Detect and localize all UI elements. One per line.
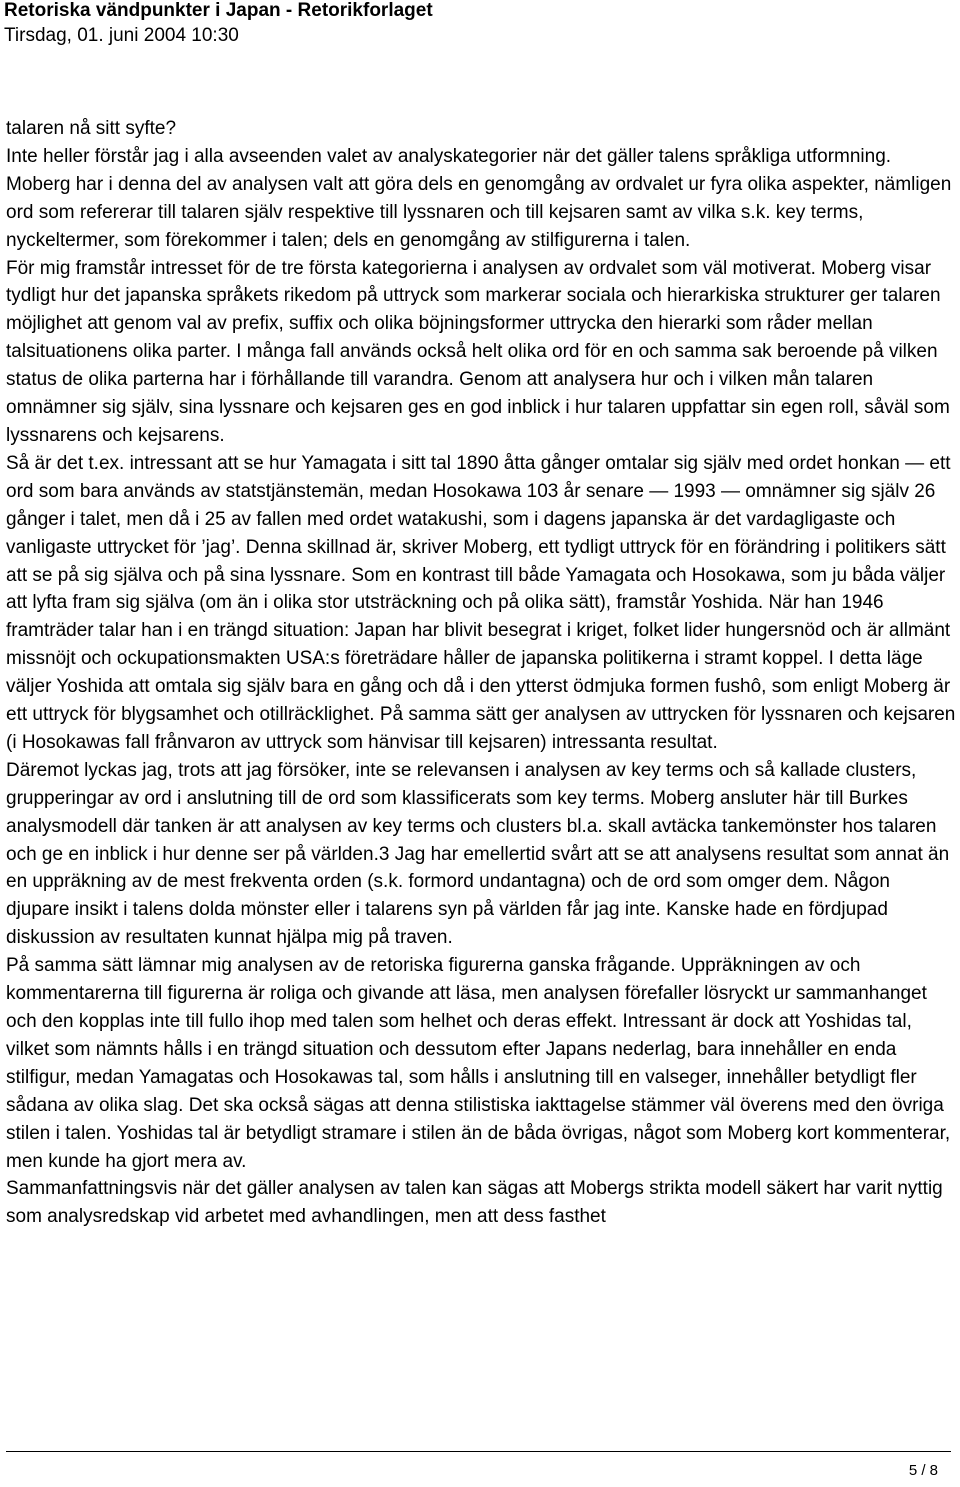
paragraph: Däremot lyckas jag, trots att jag försöker, inte se relevansen i analysen av key terms och så kallade clusters, grupperingar av ord i anslutning till de ord som klassificerats som key terms. Moberg ansluter här till Burkes analysmodell där tanken är att analysen av key terms och clusters bl.a. skall avtäcka tankemönster hos talaren och ge en inblick i hur denne ser på världen.3 Jag har emellertid svårt att se att analysens resultat som annat än en uppräkning av de mest frekventa orden (s.k. formord undantagna) och de ord som omger dem. Någon djupare insikt i talens dolda mönster eller i talarens syn på världen får jag inte. Kanske hade en fördjupad diskussion av resultaten kunnat hjälpa mig på traven. (6, 759, 950, 949)
footer-divider (6, 1451, 951, 1452)
paragraph: Sammanfattningsvis när det gäller analysen av talen kan sägas att Mobergs strikta modell säkert har varit nyttig som analysredskap vid arbetet med avhandlingen, men att dess fasthet (6, 1178, 943, 1228)
article-body (6, 115, 956, 1231)
paragraph: Så är det t.ex. intressant att se hur Yamagata i sitt tal 1890 åtta gånger omtalar sig själv med ordet honkan — ett ord som bara används av statstjänstemän, medan Hosokawa 103 år senare — 1993 — omnämner sig själv 26 gånger i talet, men då i 25 av fallen med ordet watakushi, som i dagens japanska är det vardagligaste och vanligaste uttrycket för ’jag’. Denna skillnad är, skriver Moberg, ett tydligt uttryck för en förändring i politikers sätt att se på sig själva och på sina lyssnare. Som en kontrast till både Yamagata och Hosokawa, som ju båda väljer att lyfta fram sig själva (om än i olika stor utsträckning och på olika sätt), framstår Yoshida. När han 1946 framträder talar han i en trängd situation: Japan har blivit besegrat i kriget, folket lider hungersnöd och är allmänt missnöjt och ockupationsmakten USA:s företrädare håller de japanska politikerna i stramt koppel. I detta läge väljer Yoshida att omtala sig själv bara en gång och då i den ytterst ödmjuka formen fushô, som enligt Moberg är ett uttryck för blygsamhet och otillräcklighet. På samma sätt ger analysen av uttrycken för lyssnaren och kejsaren (i Hosokawas fall frånvaron av uttryck som hänvisar till kejsaren) intressanta resultat. (6, 452, 956, 753)
paragraph: talaren nå sitt syfte? (6, 118, 177, 139)
paragraph: För mig framstår intresset för de tre första kategorierna i analysen av ordvalet som väl motiverat. Moberg visar tydligt hur det japanska språkets rikedom på uttryck som markerar sociala och hierarkiska strukturer ger talaren möjlighet att genom val av prefix, suffix och olika böjningsformer uttrycka den hierarki som råder mellan talsituationens olika parter. I många fall används också helt olika ord för en och samma sak beroende på vilken status de olika parterna har i förhållande till varandra. Genom att analysera hur och i vilken mån talaren omnämner sig själv, sina lyssnare och kejsaren ges en god inblick i hur talaren uppfattar sin egen roll, såväl som lyssnarens och kejsarens. (6, 257, 950, 446)
paragraph: På samma sätt lämnar mig analysen av de retoriska figurerna ganska frågande. Uppräkningen av och kommentarerna till figurerna är roliga och givande att läsa, men analysen förefaller lösryckt ur sammanhanget och den kopplas inte till fullo ihop med talen som helhet och deras effekt. Intressant är dock att Yoshidas tal, vilket som nämnts hålls i en trängd situation och dessutom efter Japans nederlag, bara innehåller en enda stilfigur, medan Yamagatas och Hosokawas tal, som hålls i anslutning till en valseger, innehåller betydligt fler sådana av olika slag. Det ska också sägas att denna stilistiska iakttagelse stämmer väl överens med den övriga stilen i talen. Yoshidas tal är betydligt stramare i stilen än de båda övrigas, något som Moberg kort kommenterar, men kunde ha gjort mera av. (6, 955, 951, 1172)
date-line: Tirsdag, 01. juni 2004 10:30 (4, 25, 239, 46)
paragraph: Inte heller förstår jag i alla avseenden valet av analyskategorier när det gäller talens språkliga utformning. Moberg har i denna del av analysen valt att göra dels en genomgång av ordvalet ur fyra olika aspekter, nämligen ord som refererar till talaren själv respektive till lyssnaren och till kejsaren samt av vilka s.k. key terms, nyckeltermer, som förekommer i talen; dels en genomgång av stilfigurerna i talen. (6, 145, 952, 251)
page-number: 5 / 8 (908, 1462, 938, 1479)
page-header (4, 0, 433, 47)
document-title: Retoriska vändpunkter i Japan - Retorikforlaget (4, 0, 433, 21)
